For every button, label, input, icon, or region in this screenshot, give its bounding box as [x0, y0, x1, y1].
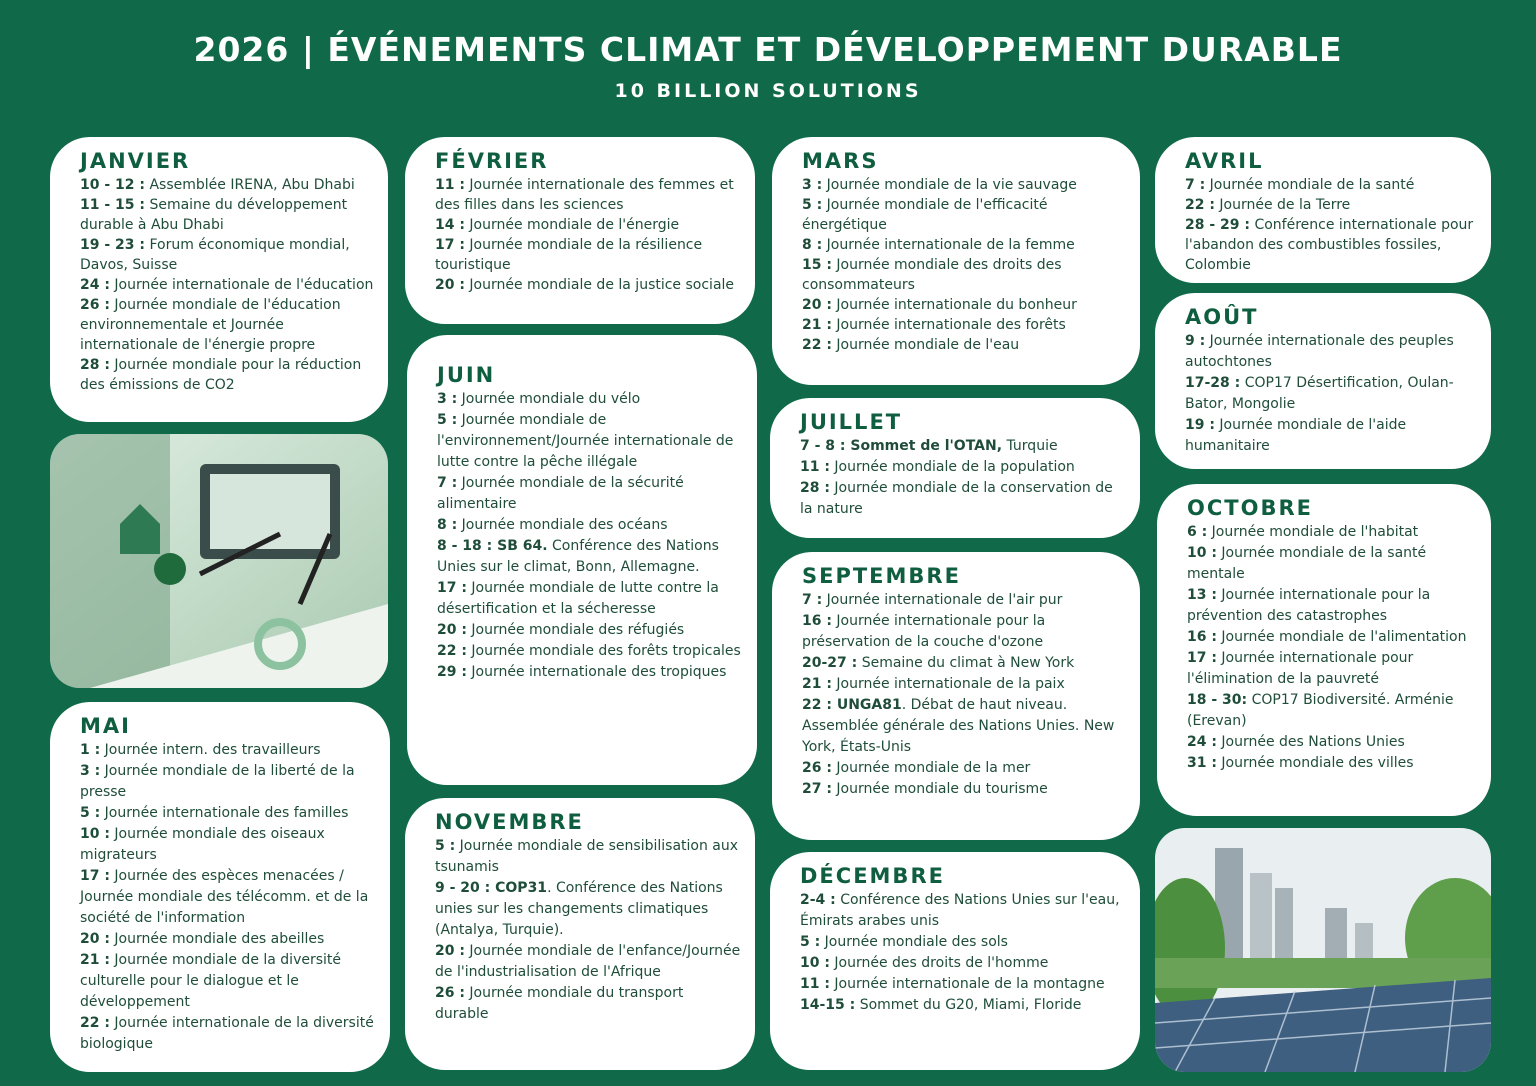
- card-juin: [407, 335, 757, 785]
- event-item: [1185, 215, 1477, 275]
- event-date: 20 :: [435, 943, 465, 959]
- event-date: 20 :: [437, 622, 467, 638]
- event-item: [437, 641, 743, 662]
- event-item: [1187, 543, 1477, 585]
- event-item: [435, 175, 741, 215]
- event-date: 3 :: [437, 391, 458, 407]
- event-date: 11 :: [800, 976, 830, 992]
- event-item: [435, 215, 741, 235]
- event-text: Journée mondiale de l'éducation environnementale et Journée internationale de l'énergie propre: [80, 297, 341, 353]
- event-text: Journée mondiale de la justice sociale: [464, 277, 735, 293]
- event-date: 22 :: [80, 1015, 110, 1031]
- page-title: 2026 | ÉVÉNEMENTS CLIMAT ET DÉVELOPPEMENT DURABLE: [193, 30, 1343, 69]
- card-avril: [1155, 137, 1491, 283]
- event-text: Journée mondiale de la vie sauvage: [822, 177, 1077, 193]
- month-title: NOVEMBRE: [435, 810, 584, 834]
- event-item: [1187, 690, 1477, 732]
- event-date: 7 :: [437, 475, 458, 491]
- event-text: Journée mondiale de l'aide humanitaire: [1185, 417, 1407, 454]
- event-item: [1185, 175, 1477, 195]
- event-date: 10 :: [800, 955, 830, 971]
- event-date: 22 :: [437, 643, 467, 659]
- event-text: Journée mondiale de l'énergie: [464, 217, 680, 233]
- event-item: [435, 235, 741, 275]
- event-text: Journée mondiale du vélo: [457, 391, 641, 407]
- card-novembre: [405, 798, 755, 1070]
- card-janvier: [50, 137, 388, 422]
- event-item: [80, 740, 376, 761]
- month-title: DÉCEMBRE: [800, 864, 945, 888]
- event-text: Journée mondiale de la population: [829, 459, 1075, 475]
- event-text: Journée mondiale de l'habitat: [1207, 524, 1419, 540]
- event-item: [435, 878, 741, 941]
- event-date: 17 :: [437, 580, 467, 596]
- event-text: Journée internationale des peuples autochtones: [1185, 333, 1454, 370]
- card-fevrier: [405, 137, 755, 324]
- event-date: 17 :: [435, 237, 465, 253]
- event-text: Journée internationale des tropiques: [466, 664, 727, 680]
- event-text: Journée mondiale de la liberté de la presse: [80, 763, 355, 800]
- event-date: 10 - 12 :: [80, 177, 145, 193]
- event-date: 5 :: [437, 412, 458, 428]
- month-title: AOÛT: [1185, 305, 1259, 329]
- event-date: 17 :: [1187, 650, 1217, 666]
- event-date: 7 - 8 : Sommet de l'OTAN,: [800, 438, 1003, 454]
- event-item: [435, 983, 741, 1025]
- event-item: [437, 473, 743, 515]
- event-date: 11 :: [800, 459, 830, 475]
- event-text: Journée internationale du bonheur: [831, 297, 1077, 313]
- event-item: [80, 175, 374, 195]
- event-text: Journée mondiale du transport durable: [435, 985, 684, 1022]
- event-text: Journée mondiale des droits des consommateurs: [802, 257, 1062, 293]
- event-text: Journée mondiale du tourisme: [831, 781, 1048, 797]
- event-date: 20 :: [80, 931, 110, 947]
- event-text: Journée internationale de la diversité biologique: [80, 1015, 374, 1052]
- event-text: Semaine du climat à New York: [857, 655, 1075, 671]
- event-text: Journée mondiale de la résilience touristique: [435, 237, 703, 273]
- event-date: 7 :: [802, 592, 823, 608]
- event-date: 11 :: [435, 177, 465, 193]
- event-text: Journée mondiale de sensibilisation aux tsunamis: [435, 838, 739, 875]
- event-date: 28 :: [800, 480, 830, 496]
- month-title: AVRIL: [1185, 149, 1264, 173]
- event-text: Journée internationale des forêts: [831, 317, 1066, 333]
- card-septembre: [772, 552, 1140, 840]
- event-item: [80, 275, 374, 295]
- event-item: [800, 932, 1126, 953]
- event-item: [437, 410, 743, 473]
- month-title: SEPTEMBRE: [802, 564, 961, 588]
- event-item: [800, 436, 1126, 457]
- month-title: JUIN: [437, 363, 496, 387]
- month-title: MARS: [802, 149, 879, 173]
- event-date: 22 : UNGA81: [802, 697, 902, 713]
- event-date: 13 :: [1187, 587, 1217, 603]
- event-item: [800, 995, 1126, 1016]
- event-text: Journée internationale des femmes et des filles dans les sciences: [435, 177, 734, 213]
- photo-recycling-meeting: [50, 434, 388, 688]
- event-item: [80, 1013, 376, 1055]
- event-text: Forum économique mondial, Davos, Suisse: [80, 237, 350, 273]
- event-date: 27 :: [802, 781, 832, 797]
- event-text: Journée mondiale de la santé: [1205, 177, 1415, 193]
- event-text: Turquie: [1002, 438, 1058, 454]
- card-octobre: [1157, 484, 1491, 816]
- event-text: Sommet du G20, Miami, Floride: [855, 997, 1082, 1013]
- event-date: 16 :: [802, 613, 832, 629]
- event-text: Journée mondiale des villes: [1216, 755, 1414, 771]
- event-item: [1185, 331, 1477, 373]
- event-date: 1 :: [80, 742, 101, 758]
- event-date: 29 :: [437, 664, 467, 680]
- event-item: [802, 255, 1126, 295]
- event-item: [802, 653, 1126, 674]
- event-text: COP17 Biodiversité. Arménie (Erevan): [1187, 692, 1454, 729]
- event-item: [802, 295, 1126, 315]
- event-text: Assemblée IRENA, Abu Dhabi: [145, 177, 355, 193]
- event-item: [80, 355, 374, 395]
- event-text: Journée mondiale de la sécurité alimentaire: [437, 475, 684, 512]
- page-subtitle: 10 BILLION SOLUTIONS: [614, 80, 922, 102]
- event-date: 31 :: [1187, 755, 1217, 771]
- event-text: Journée mondiale de la diversité culturelle pour le dialogue et le développement: [80, 952, 342, 1010]
- event-item: [1185, 373, 1477, 415]
- event-item: [802, 195, 1126, 235]
- event-date: 21 :: [802, 317, 832, 333]
- event-text: Journée mondiale de l'alimentation: [1216, 629, 1467, 645]
- event-text: Journée des espèces menacées / Journée mondiale des télécomm. et de la société de l'information: [80, 868, 369, 926]
- event-text: Journée internationale de l'éducation: [109, 277, 374, 293]
- event-text: Journée mondiale de la conservation de la nature: [800, 480, 1113, 517]
- event-item: [80, 195, 374, 235]
- event-date: 24 :: [1187, 734, 1217, 750]
- event-item: [1185, 415, 1477, 457]
- event-text: Journée internationale des familles: [100, 805, 349, 821]
- event-text: Journée internationale pour la préservation de la couche d'ozone: [802, 613, 1046, 650]
- event-item: [80, 295, 374, 355]
- event-date: 8 :: [802, 237, 823, 253]
- event-item: [437, 515, 743, 536]
- event-text: Journée mondiale de l'eau: [831, 337, 1020, 353]
- event-date: 5 :: [800, 934, 821, 950]
- event-date: 26 :: [802, 760, 832, 776]
- event-date: 7 :: [1185, 177, 1206, 193]
- event-text: Journée internationale de la paix: [831, 676, 1065, 692]
- event-date: 9 :: [1185, 333, 1206, 349]
- event-item: [1187, 753, 1477, 774]
- event-item: [80, 866, 376, 929]
- event-item: [80, 761, 376, 803]
- card-mai: [50, 702, 390, 1072]
- event-text: Journée mondiale des sols: [820, 934, 1008, 950]
- event-date: 17-28 :: [1185, 375, 1241, 391]
- event-date: 19 - 23 :: [80, 237, 145, 253]
- event-item: [80, 824, 376, 866]
- event-item: [435, 941, 741, 983]
- card-juillet: [770, 398, 1140, 538]
- month-title: OCTOBRE: [1187, 496, 1313, 520]
- month-title: FÉVRIER: [435, 149, 549, 173]
- event-item: [435, 275, 741, 295]
- month-title: JANVIER: [80, 149, 191, 173]
- card-decembre: [770, 852, 1140, 1070]
- event-text: Journée internationale pour l'élimination de la pauvreté: [1187, 650, 1414, 687]
- card-mars: [772, 137, 1140, 385]
- month-title: JUILLET: [800, 410, 903, 434]
- event-text: Journée mondiale de la santé mentale: [1187, 545, 1427, 582]
- event-date: 6 :: [1187, 524, 1208, 540]
- event-item: [800, 974, 1126, 995]
- event-date: 18 - 30:: [1187, 692, 1248, 708]
- event-text: Journée internationale de la femme: [822, 237, 1075, 253]
- event-date: 17 :: [80, 868, 110, 884]
- event-text: Journée mondiale des oiseaux migrateurs: [80, 826, 325, 863]
- event-date: 2-4 :: [800, 892, 836, 908]
- event-date: 21 :: [80, 952, 110, 968]
- event-text: Journée mondiale de lutte contre la désertification et la sécheresse: [437, 580, 719, 617]
- event-item: [800, 953, 1126, 974]
- event-item: [800, 457, 1126, 478]
- event-item: [80, 929, 376, 950]
- event-item: [437, 578, 743, 620]
- event-text: Journée mondiale pour la réduction des émissions de CO2: [80, 357, 362, 393]
- event-text: Journée intern. des travailleurs: [100, 742, 321, 758]
- card-aout: [1155, 293, 1491, 469]
- event-item: [800, 478, 1126, 520]
- event-item: [802, 695, 1126, 758]
- event-item: [802, 611, 1126, 653]
- event-item: [435, 836, 741, 878]
- event-text: Journée des Nations Unies: [1216, 734, 1405, 750]
- event-text: . Conférence des Nations unies sur les changements climatiques (Antalya, Turquie).: [435, 880, 723, 938]
- event-text: Conférence des Nations Unies sur le climat, Bonn, Allemagne.: [437, 538, 719, 575]
- event-date: 9 - 20 : COP31: [435, 880, 548, 896]
- event-text: Journée internationale de la montagne: [829, 976, 1105, 992]
- event-text: Journée mondiale des forêts tropicales: [466, 643, 741, 659]
- event-text: Conférence internationale pour l'abandon des combustibles fossiles, Colombie: [1185, 217, 1474, 273]
- event-date: 15 :: [802, 257, 832, 273]
- event-item: [802, 758, 1126, 779]
- event-item: [802, 674, 1126, 695]
- event-text: . Débat de haut niveau. Assemblée générale des Nations Unies. New York, États-Unis: [802, 697, 1115, 755]
- event-item: [802, 235, 1126, 255]
- event-date: 8 - 18 : SB 64.: [437, 538, 548, 554]
- event-date: 19 :: [1185, 417, 1215, 433]
- event-text: Journée internationale de l'air pur: [822, 592, 1063, 608]
- event-text: Journée mondiale de l'enfance/Journée de l'industrialisation de l'Afrique: [435, 943, 741, 980]
- event-date: 26 :: [435, 985, 465, 1001]
- month-title: MAI: [80, 714, 131, 738]
- event-date: 21 :: [802, 676, 832, 692]
- event-item: [802, 779, 1126, 800]
- event-date: 3 :: [802, 177, 823, 193]
- event-date: 5 :: [802, 197, 823, 213]
- event-item: [80, 950, 376, 1013]
- event-item: [1187, 627, 1477, 648]
- event-item: [800, 890, 1126, 932]
- event-text: Conférence des Nations Unies sur l'eau, Émirats arabes unis: [800, 892, 1120, 929]
- event-item: [1187, 585, 1477, 627]
- event-date: 5 :: [435, 838, 456, 854]
- event-text: Journée internationale pour la prévention des catastrophes: [1187, 587, 1431, 624]
- event-item: [1187, 732, 1477, 753]
- event-item: [802, 335, 1126, 355]
- event-item: [802, 175, 1126, 195]
- event-text: Journée mondiale des réfugiés: [466, 622, 685, 638]
- event-date: 14 :: [435, 217, 465, 233]
- event-item: [802, 590, 1126, 611]
- event-item: [437, 620, 743, 641]
- event-item: [437, 662, 743, 683]
- photo-solar-panels-city: [1155, 828, 1491, 1072]
- event-item: [437, 536, 743, 578]
- event-item: [80, 235, 374, 275]
- event-date: 24 :: [80, 277, 110, 293]
- event-text: Journée des droits de l'homme: [829, 955, 1049, 971]
- event-text: Semaine du développement durable à Abu Dhabi: [80, 197, 348, 233]
- event-item: [1187, 648, 1477, 690]
- event-item: [80, 803, 376, 824]
- event-text: Journée mondiale des océans: [457, 517, 668, 533]
- event-item: [1185, 195, 1477, 215]
- event-item: [437, 389, 743, 410]
- event-date: 20 :: [802, 297, 832, 313]
- event-date: 28 - 29 :: [1185, 217, 1250, 233]
- event-date: 20 :: [435, 277, 465, 293]
- event-date: 22 :: [1185, 197, 1215, 213]
- event-date: 11 - 15 :: [80, 197, 145, 213]
- event-text: Journée mondiale de la mer: [831, 760, 1031, 776]
- event-date: 10 :: [80, 826, 110, 842]
- event-date: 20-27 :: [802, 655, 858, 671]
- event-date: 26 :: [80, 297, 110, 313]
- event-text: Journée mondiale de l'efficacité énergétique: [802, 197, 1048, 233]
- event-text: COP17 Désertification, Oulan-Bator, Mongolie: [1185, 375, 1454, 412]
- event-item: [1187, 522, 1477, 543]
- event-date: 16 :: [1187, 629, 1217, 645]
- event-date: 22 :: [802, 337, 832, 353]
- event-date: 8 :: [437, 517, 458, 533]
- event-date: 5 :: [80, 805, 101, 821]
- event-text: Journée mondiale des abeilles: [109, 931, 325, 947]
- event-item: [802, 315, 1126, 335]
- event-date: 28 :: [80, 357, 110, 373]
- event-date: 3 :: [80, 763, 101, 779]
- event-date: 14-15 :: [800, 997, 856, 1013]
- event-text: Journée de la Terre: [1214, 197, 1351, 213]
- event-text: Journée mondiale de l'environnement/Journée internationale de lutte contre la pêche illégale: [437, 412, 734, 470]
- event-date: 10 :: [1187, 545, 1217, 561]
